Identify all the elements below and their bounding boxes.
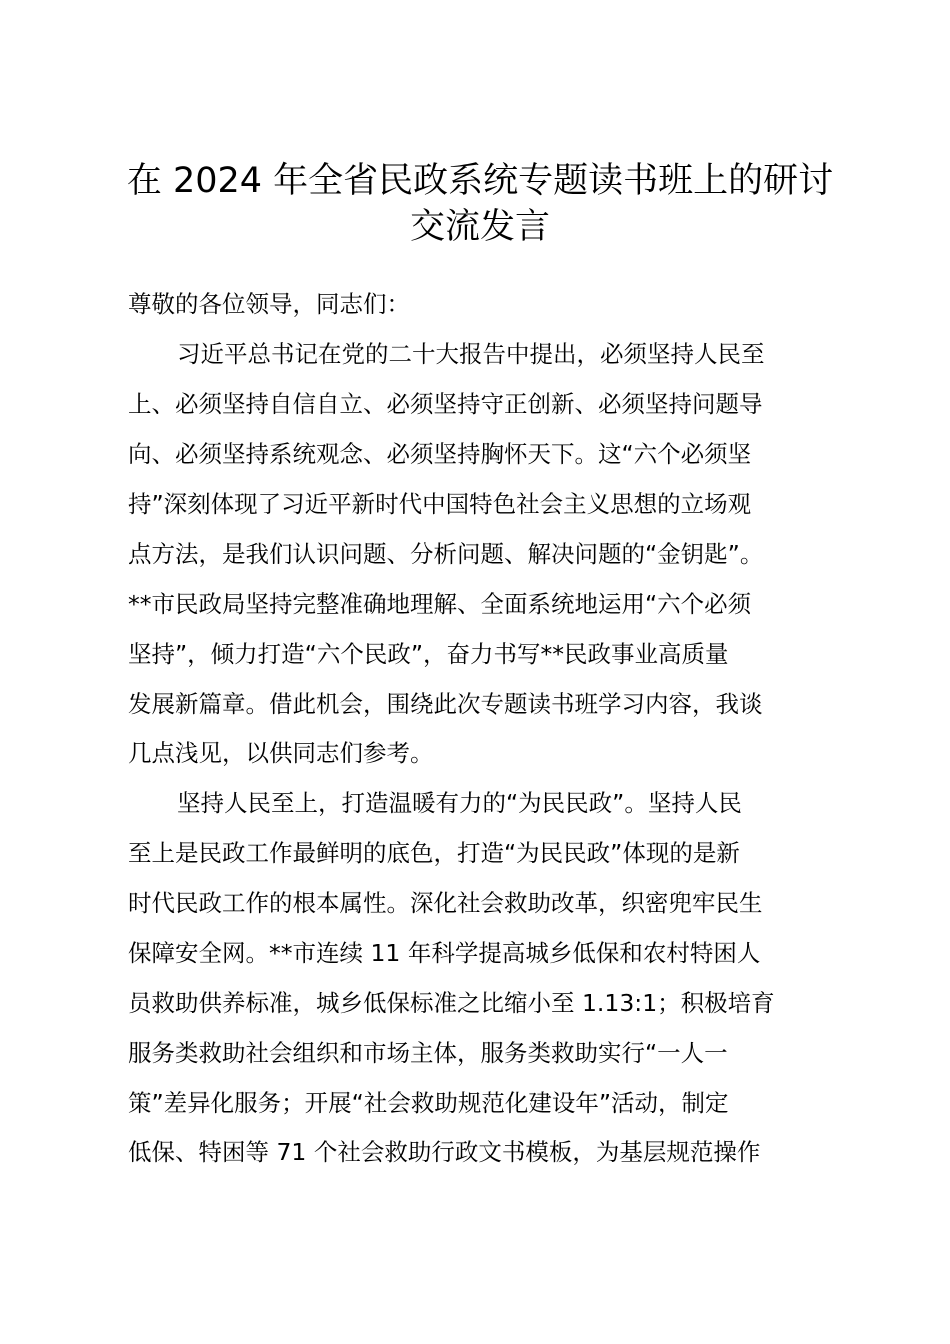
- title-line: 在 2024 年全省民政系统专题读书班上的研讨: [126, 161, 834, 201]
- paragraph-1-line: 持”深刻体现了习近平新时代中国特色社会主义思想的立场观: [128, 490, 752, 518]
- paragraph-2-line: 策”差异化服务；开展“社会救助规范化建设年”活动，制定: [128, 1089, 729, 1117]
- paragraph-2-line: 保障安全网。**市连续 11 年科学提高城乡低保和农村特困人: [128, 939, 761, 967]
- paragraph-1-line: 上、必须坚持自信自立、必须坚持守正创新、必须坚持问题导: [128, 390, 763, 418]
- salutation: 尊敬的各位领导，同志们：: [128, 290, 410, 318]
- paragraph-1-line: 发展新篇章。借此机会，围绕此次专题读书班学习内容，我谈: [128, 690, 763, 718]
- paragraph-1-line: **市民政局坚持完整准确地理解、全面系统地运用“六个必须: [128, 590, 752, 618]
- paragraph-2-line: 至上是民政工作最鲜明的底色，打造“为民民政”体现的是新: [128, 839, 740, 867]
- title-line: 交流发言: [409, 207, 550, 247]
- paragraph-2-line: 员救助供养标准，城乡低保标准之比缩小至 1.13:1；积极培育: [128, 989, 775, 1017]
- paragraph-1-line: 几点浅见，以供同志们参考。: [128, 739, 434, 767]
- paragraph-1-line: 习近平总书记在党的二十大报告中提出，必须坚持人民至: [177, 340, 765, 368]
- paragraph-2-line: 坚持人民至上，打造温暖有力的“为民民政”。坚持人民: [177, 789, 742, 817]
- paragraph-2-line: 低保、特困等 71 个社会救助行政文书模板，为基层规范操作: [128, 1138, 761, 1166]
- paragraph-2-line: 时代民政工作的根本属性。深化社会救助改革，织密兜牢民生: [128, 889, 763, 917]
- document-title: [110, 158, 850, 250]
- paragraph-1-line: 向、必须坚持系统观念、必须坚持胸怀天下。这“六个必须坚: [128, 440, 752, 468]
- paragraph-2-line: 服务类救助社会组织和市场主体，服务类救助实行“一人一: [128, 1039, 728, 1067]
- paragraph-1-line: 点方法，是我们认识问题、分析问题、解决问题的“金钥匙”。: [128, 540, 764, 568]
- paragraph-1-line: 坚持”，倾力打造“六个民政”，奋力书写**民政事业高质量: [128, 640, 729, 668]
